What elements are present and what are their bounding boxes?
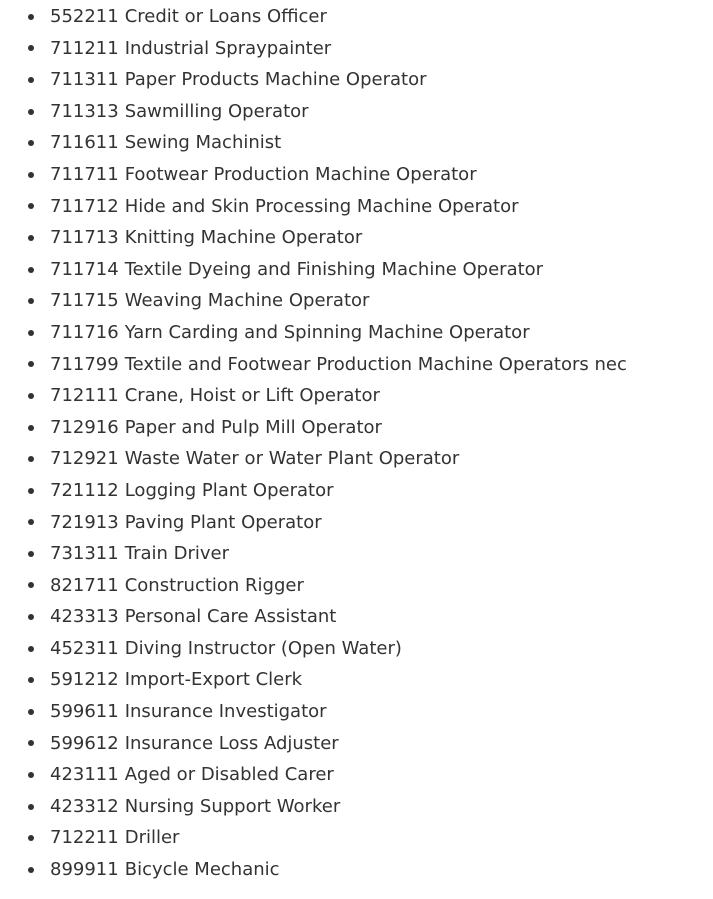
list-item bbox=[0, 33, 713, 65]
occupation-code: 423313 bbox=[50, 606, 119, 628]
occupation-title: Textile and Footwear Production Machine Operators nec bbox=[124, 353, 627, 375]
list-item bbox=[0, 349, 713, 381]
occupation-code: 423111 bbox=[50, 764, 119, 786]
list-item bbox=[0, 127, 713, 159]
bullet-icon bbox=[28, 740, 34, 746]
occupation-title: Driller bbox=[124, 827, 180, 849]
list-item bbox=[0, 64, 713, 96]
bullet-icon bbox=[28, 646, 34, 652]
occupation-code: 711712 bbox=[50, 195, 119, 217]
bullet-icon bbox=[28, 45, 34, 51]
occupation-list bbox=[0, 1, 713, 886]
list-item bbox=[0, 664, 713, 696]
occupation-title: Crane, Hoist or Lift Operator bbox=[124, 385, 380, 407]
list-item bbox=[0, 791, 713, 823]
occupation-code: 711211 bbox=[50, 37, 119, 59]
occupation-code: 821711 bbox=[50, 574, 119, 596]
occupation-code: 599611 bbox=[50, 701, 119, 723]
list-item bbox=[0, 696, 713, 728]
list-item bbox=[0, 728, 713, 760]
bullet-icon bbox=[28, 235, 34, 241]
occupation-title: Train Driver bbox=[124, 543, 230, 565]
occupation-title: Construction Rigger bbox=[124, 574, 304, 596]
bullet-icon bbox=[28, 709, 34, 715]
occupation-title: Paper Products Machine Operator bbox=[124, 69, 427, 91]
bullet-icon bbox=[28, 488, 34, 494]
list-item bbox=[0, 570, 713, 602]
list-item bbox=[0, 854, 713, 886]
occupation-title: Industrial Spraypainter bbox=[124, 37, 332, 59]
list-item bbox=[0, 159, 713, 191]
bullet-icon bbox=[28, 582, 34, 588]
occupation-code: 711715 bbox=[50, 290, 119, 312]
bullet-icon bbox=[28, 835, 34, 841]
occupation-title: Nursing Support Worker bbox=[124, 795, 341, 817]
bullet-icon bbox=[28, 267, 34, 273]
occupation-title: Sewing Machinist bbox=[124, 132, 282, 154]
occupation-title: Logging Plant Operator bbox=[124, 479, 334, 501]
bullet-icon bbox=[28, 519, 34, 525]
list-item bbox=[0, 191, 713, 223]
occupation-title: Footwear Production Machine Operator bbox=[124, 163, 477, 185]
occupation-code: 711313 bbox=[50, 100, 119, 122]
occupation-code: 711311 bbox=[50, 69, 119, 91]
list-item bbox=[0, 475, 713, 507]
bullet-icon bbox=[28, 393, 34, 399]
occupation-code: 711711 bbox=[50, 163, 119, 185]
occupation-code: 721913 bbox=[50, 511, 119, 533]
bullet-icon bbox=[28, 298, 34, 304]
list-item bbox=[0, 317, 713, 349]
occupation-title: Bicycle Mechanic bbox=[124, 859, 280, 881]
occupation-code: 712921 bbox=[50, 448, 119, 470]
bullet-icon bbox=[28, 551, 34, 557]
bullet-icon bbox=[28, 203, 34, 209]
occupation-title: Waste Water or Water Plant Operator bbox=[124, 448, 460, 470]
occupation-code: 552211 bbox=[50, 6, 119, 27]
occupation-title: Hide and Skin Processing Machine Operator bbox=[124, 195, 519, 217]
occupation-title: Insurance Loss Adjuster bbox=[124, 732, 339, 754]
occupation-code: 712211 bbox=[50, 827, 119, 849]
occupation-code: 591212 bbox=[50, 669, 119, 691]
occupation-code: 423312 bbox=[50, 795, 119, 817]
list-item bbox=[0, 759, 713, 791]
bullet-icon bbox=[28, 867, 34, 873]
occupation-code: 711714 bbox=[50, 258, 119, 280]
list-item bbox=[0, 601, 713, 633]
list-item bbox=[0, 412, 713, 444]
bullet-icon bbox=[28, 456, 34, 462]
occupation-code: 899911 bbox=[50, 859, 119, 881]
bullet-icon bbox=[28, 77, 34, 83]
list-item bbox=[0, 222, 713, 254]
occupation-title: Weaving Machine Operator bbox=[124, 290, 370, 312]
occupation-code: 711799 bbox=[50, 353, 119, 375]
list-item bbox=[0, 633, 713, 665]
occupation-code: 711611 bbox=[50, 132, 119, 154]
occupation-title: Sawmilling Operator bbox=[124, 100, 309, 122]
bullet-icon bbox=[28, 172, 34, 178]
occupation-title: Knitting Machine Operator bbox=[124, 227, 363, 249]
bullet-icon bbox=[28, 425, 34, 431]
list-item bbox=[0, 380, 713, 412]
list-item bbox=[0, 538, 713, 570]
occupation-title: Aged or Disabled Carer bbox=[124, 764, 334, 786]
occupation-code: 452311 bbox=[50, 637, 119, 659]
occupation-title: Personal Care Assistant bbox=[124, 606, 337, 628]
list-item bbox=[0, 285, 713, 317]
occupation-code: 712111 bbox=[50, 385, 119, 407]
occupation-title: Yarn Carding and Spinning Machine Operator bbox=[124, 321, 530, 343]
bullet-icon bbox=[28, 804, 34, 810]
occupation-code: 711713 bbox=[50, 227, 119, 249]
bullet-icon bbox=[28, 330, 34, 336]
occupation-code: 712916 bbox=[50, 416, 119, 438]
bullet-icon bbox=[28, 772, 34, 778]
list-item bbox=[0, 507, 713, 539]
bullet-icon bbox=[28, 14, 34, 20]
occupation-code: 731311 bbox=[50, 543, 119, 565]
occupation-title: Insurance Investigator bbox=[124, 701, 327, 723]
bullet-icon bbox=[28, 677, 34, 683]
list-item bbox=[0, 254, 713, 286]
list-item bbox=[0, 443, 713, 475]
occupation-title: Textile Dyeing and Finishing Machine Operator bbox=[124, 258, 544, 280]
bullet-icon bbox=[28, 614, 34, 620]
occupation-code: 599612 bbox=[50, 732, 119, 754]
occupation-title: Diving Instructor (Open Water) bbox=[124, 637, 402, 659]
list-item bbox=[0, 96, 713, 128]
occupation-title: Import-Export Clerk bbox=[124, 669, 303, 691]
bullet-icon bbox=[28, 140, 34, 146]
occupation-title: Paving Plant Operator bbox=[124, 511, 322, 533]
occupation-code: 721112 bbox=[50, 479, 119, 501]
list-item bbox=[0, 822, 713, 854]
occupation-title: Credit or Loans Officer bbox=[124, 6, 327, 27]
occupation-title: Paper and Pulp Mill Operator bbox=[124, 416, 382, 438]
list-item bbox=[0, 1, 713, 33]
bullet-icon bbox=[28, 361, 34, 367]
occupation-code: 711716 bbox=[50, 321, 119, 343]
bullet-icon bbox=[28, 109, 34, 115]
